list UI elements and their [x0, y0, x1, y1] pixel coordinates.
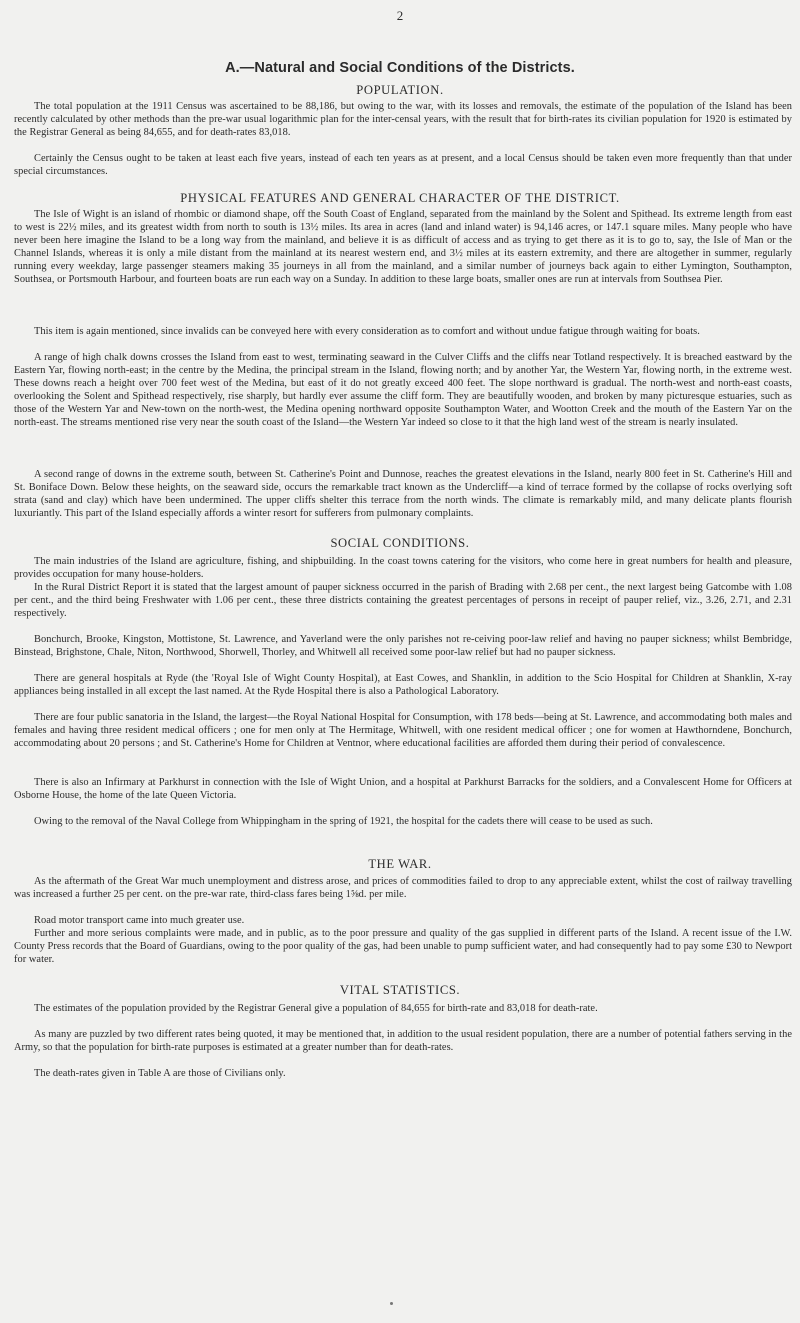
social-paragraph-6: There is also an Infirmary at Parkhurst in connection with the Isle of Wight Union, and a hospital at Parkhurst Barracks for the soldiers, and a Convalescent Home for Officers at Osborne House, the home of the late Queen Victoria.	[14, 777, 792, 801]
social-paragraph-4: There are general hospitals at Ryde (the 'Royal Isle of Wight County Hospital), at East Cowes, and Shanklin, in addition to the Scio Hospital for Children at Shanklin, X-ray appliances being installed in all except the last named. At the Ryde Hospital there is also a Pathological Laboratory.	[14, 673, 792, 697]
population-paragraph-1: The total population at the 1911 Census was ascertained to be 88,186, but owing to the war, with its losses and removals, the estimate of the population of the Island has been recently calculated by other methods than the pre-war usual logarithmic plan for the inter-censal years, with the result that for birth-rates its civilian population for 1920 is estimated by the Registrar General as being 84,655, and for death-rates 83,018.	[14, 101, 792, 138]
war-heading: THE WAR.	[368, 857, 432, 871]
war-paragraph-3: Further and more serious complaints were made, and in public, as to the poor pressure and quality of the gas supplied in different parts of the Island. A recent issue of the I.W. County Press records that the Board of Guardians, owing to the poor quality of the gas, had been unable to pump sufficient water, and had consequently had to pay some £30 to Newport for water.	[14, 928, 792, 965]
social-paragraph-2: In the Rural District Report it is stated that the largest amount of pauper sickness occurred in the parish of Brading with 2.68 per cent., the next largest being Gatcombe with 1.08 per cent., and the third being Freshwater with 1.06 per cent., these three districts containing the greatest percentages of persons in receipt of pauper relief, viz., 3.26, 2.71, and 2.31 respectively.	[14, 582, 792, 619]
vital-paragraph-3: The death-rates given in Table A are those of Civilians only.	[34, 1068, 286, 1079]
physical-paragraph-4: A second range of downs in the extreme south, between St. Catherine's Point and Dunnose, reaches the greatest elevations in the Island, nearly 800 feet in St. Catherine's Hill and St. Boniface Down. Below these heights, on the seaward side, occurs the remarkable tract known as the Undercliff—a kind of terrace formed by the collapse of rocks overlying soft strata (sand and clay) which have been undermined. The upper cliffs shelter this terrace from the north winds. The climate is remarkably mild, and many delicate plants flourish luxuriantly. This part of the Island especially affords a winter resort for sufferers from pulmonary complaints.	[14, 469, 792, 519]
scan-speck	[390, 1302, 393, 1305]
vital-paragraph-1: The estimates of the population provided by the Registrar General give a population of 84,655 for birth-rate and 83,018 for death-rate.	[34, 1003, 598, 1014]
section-heading: A.—Natural and Social Conditions of the Districts.	[225, 60, 575, 76]
war-paragraph-2: Road motor transport came into much greater use.	[34, 915, 245, 926]
social-paragraph-1: The main industries of the Island are agriculture, fishing, and shipbuilding. In the coast towns catering for the visitors, who come here in great numbers for health and pleasure, provides occupation for many house-holders.	[14, 556, 792, 580]
page-number: 2	[396, 8, 404, 23]
population-paragraph-2: Certainly the Census ought to be taken at least each five years, instead of each ten years as at present, and a local Census should be taken even more frequently than that under special circumstances.	[14, 153, 792, 177]
vital-heading: VITAL STATISTICS.	[339, 983, 461, 997]
social-paragraph-5: There are four public sanatoria in the Island, the largest—the Royal National Hospital for Consumption, with 178 beds—being at St. Lawrence, and accommodating both males and females and having three resident medical officers ; one for men only at The Hermitage, Whitwell, with one resident medical officer ; one for women at Hawthorndene, Bonchurch, accommodating about 20 persons ; and St. Catherine's Home for Children at Ventnor, where educational facilities are afforded them during their period of convalescence.	[14, 712, 792, 749]
physical-heading: PHYSICAL FEATURES AND GENERAL CHARACTER OF THE DISTRICT.	[180, 191, 620, 205]
population-heading: POPULATION.	[356, 83, 444, 97]
vital-paragraph-2: As many are puzzled by two different rates being quoted, it may be mentioned that, in addition to the usual resident population, there are a number of potential fathers serving in the Army, so that the population for birth-rate purposes is estimated at a greater number than for death-rates.	[14, 1029, 792, 1053]
social-paragraph-3: Bonchurch, Brooke, Kingston, Mottistone, St. Lawrence, and Yaverland were the only parishes not re-ceiving poor-law relief and having no pauper sickness; whilst Bembridge, Binstead, Brighstone, Chale, Niton, Northwood, Shorwell, Thorley, and Whitwell all received some poor-law relief but had no pauper sickness.	[14, 634, 792, 658]
war-paragraph-1: As the aftermath of the Great War much unemployment and distress arose, and prices of commodities failed to drop to any appreciable extent, whilst the cost of railway travelling was increased a further 25 per cent. on the pre-war rate, third-class fares being 1⅝d. per mile.	[14, 876, 792, 900]
social-paragraph-7: Owing to the removal of the Naval College from Whippingham in the spring of 1921, the hospital for the cadets there will cease to be used as such.	[34, 816, 653, 827]
physical-paragraph-1: The Isle of Wight is an island of rhombic or diamond shape, off the South Coast of England, separated from the mainland by the Solent and Spithead. Its extreme length from east to west is 22½ miles, and its greatest width from north to south is 13½ miles. Its area in acres (land and inland water) is 94,146 acres, or 147.1 square miles. Many people who have never been here imagine the Island to be a long way from the mainland, and believe it is as difficult of access and as trying to get there as it is to go to, say, the Isle of Man or the Channel Islands, whereas it is only a mile distant from the mainland at its nearest western end, and 3½ miles at its eastern extremity, and there are altogether in summer, regularly running every weekday, large passenger steamers making 35 journeys in all from the mainland, and a similar number of journeys back again to either Lymington, Southampton, Southsea, or Portsmouth Harbour, and fourteen boats are run each way on a Sunday. In addition to these large boats, smaller ones are run at intervals from Southsea Pier.	[14, 209, 792, 285]
physical-paragraph-2: This item is again mentioned, since invalids can be conveyed here with every consideration as to comfort and without undue fatigue through waiting for boats.	[34, 326, 700, 337]
physical-paragraph-3: A range of high chalk downs crosses the Island from east to west, terminating seaward in the Culver Cliffs and the cliffs near Totland respectively. It is breached eastward by the Eastern Yar, flowing north-east; in the centre by the Medina, the principal stream in the Island, flowing north; and by another Yar, the Western Yar, flowing north, in the extreme west. These downs reach a height over 700 feet west of the Medina, but east of it do not greatly exceed 400 feet. The slope northward is gradual. The north-west and north-east coasts, overlooking the Solent and Spithead respectively, rise sharply, but hardly ever assume the cliff form. They are beautifully wooden, and broken by many picturesque estuaries, such as those of the Western Yar and New-town on the north-west, the Medina opening northward opposite Southampton Water, and Wootton Creek and the mouth of the Eastern Yar on the north-east. The streams mentioned rise very near the south coast of the Island—the Western Yar indeed so close to it that the high land west of the stream is nearly insulated.	[14, 352, 792, 428]
social-heading: SOCIAL CONDITIONS.	[330, 536, 470, 550]
